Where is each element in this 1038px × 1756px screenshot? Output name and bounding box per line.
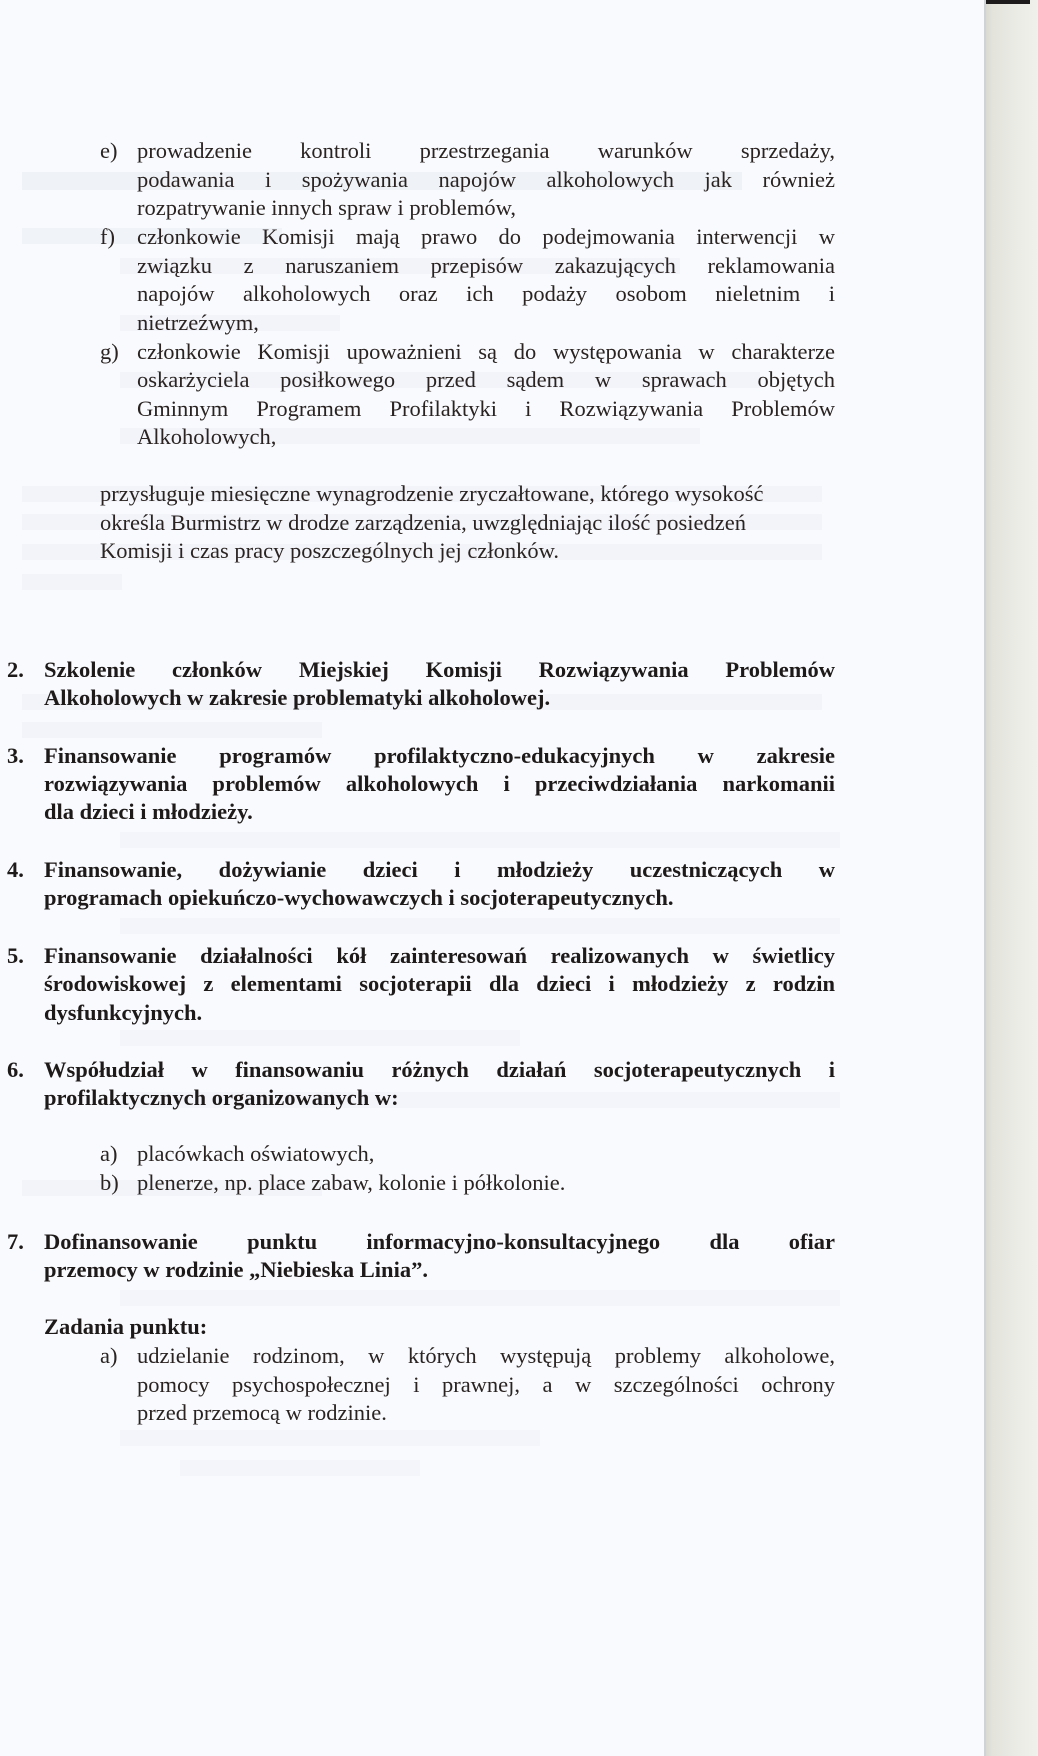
list-item-line: związku z naruszaniem przepisów zakazujących reklamowania [137,253,835,278]
bleed-through-smudge [22,574,122,590]
list-marker: e) [100,138,118,163]
bleed-through-smudge [22,722,322,738]
bleed-through-smudge [180,1460,420,1476]
list-marker: g) [100,339,119,364]
item-line: środowiskowej z elementami socjoterapii dla dzieci i młodzieży z rodzin [44,971,835,996]
item-line: Finansowanie, dożywianie dzieci i młodzieży uczestniczących w [44,857,835,882]
item-line: Dofinansowanie punktu informacyjno-konsultacyjnego dla ofiar [44,1229,835,1254]
list-item-line: Gminnym Programem Profilaktyki i Rozwiązywania Problemów [137,396,835,421]
sublist-item: placówkach oświatowych, [137,1141,375,1166]
item-number: 2. [7,657,24,682]
item-line: profilaktycznych organizowanych w: [44,1085,399,1110]
list-item-line: prowadzenie kontroli przestrzegania warunków sprzedaży, [137,138,835,163]
item-line: Alkoholowych w zakresie problematyki alkoholowej. [44,685,551,710]
bleed-through-smudge [120,918,840,934]
item-number: 7. [7,1229,24,1254]
list-marker: f) [100,224,115,249]
list-item-line: członkowie Komisji mają prawo do podejmowania interwencji w [137,224,835,249]
item-line: programach opiekuńczo-wychowawczych i socjoterapeutycznych. [44,885,674,910]
item-line: Współudział w finansowaniu różnych działań socjoterapeutycznych i [44,1057,835,1082]
item-line: przemocy w rodzinie „Niebieska Linia”. [44,1257,428,1282]
item-number: 4. [7,857,24,882]
tasks-heading: Zadania punktu: [44,1314,208,1339]
bleed-through-smudge [120,1430,540,1446]
sublist-marker: a) [100,1141,118,1166]
sublist-marker: b) [100,1170,119,1195]
list-item-line: członkowie Komisji upoważnieni są do występowania w charakterze [137,339,835,364]
bleed-through-smudge [120,1030,520,1046]
bleed-through-smudge [120,832,840,848]
list-item-line: napojów alkoholowych oraz ich podaży osobom nieletnim i [137,281,835,306]
item-line: dysfunkcyjnych. [44,1000,203,1025]
scanner-edge-mark [986,0,1030,4]
item-line: Finansowanie działalności kół zainteresowań realizowanych w świetlicy [44,943,835,968]
item-number: 3. [7,743,24,768]
list-item-line: oskarżyciela posiłkowego przed sądem w sprawach objętych [137,367,835,392]
item-line: rozwiązywania problemów alkoholowych i przeciwdziałania narkomanii [44,771,835,796]
item-line: Finansowanie programów profilaktyczno-edukacyjnych w zakresie [44,743,835,768]
bleed-through-smudge [120,1290,840,1306]
task-marker: a) [100,1343,118,1368]
task-line: udzielanie rodzinom, w których występują problemy alkoholowe, [137,1343,835,1368]
list-item-line: podawania i spożywania napojów alkoholowych jak również [137,167,835,192]
item-line: dla dzieci i młodzieży. [44,799,253,824]
list-item-line: Alkoholowych, [137,424,277,449]
paragraph-line: Komisji i czas pracy poszczególnych jej członków. [100,538,560,563]
list-item-line: rozpatrywanie innych spraw i problemów, [137,195,517,220]
task-line: przed przemocą w rodzinie. [137,1400,387,1425]
item-line: Szkolenie członków Miejskiej Komisji Rozwiązywania Problemów [44,657,835,682]
paragraph-line: określa Burmistrz w drodze zarządzenia, uwzględniając ilość posiedzeń [100,510,746,535]
task-line: pomocy psychospołecznej i prawnej, a w szczególności ochrony [137,1372,835,1397]
scanner-edge-strip [986,0,1038,1756]
item-number: 5. [7,943,24,968]
item-number: 6. [7,1057,24,1082]
paragraph-line: przysługuje miesięczne wynagrodzenie zryczałtowane, którego wysokość [100,481,764,506]
list-item-line: nietrzeźwym, [137,310,259,335]
sublist-item: plenerze, np. place zabaw, kolonie i półkolonie. [137,1170,566,1195]
